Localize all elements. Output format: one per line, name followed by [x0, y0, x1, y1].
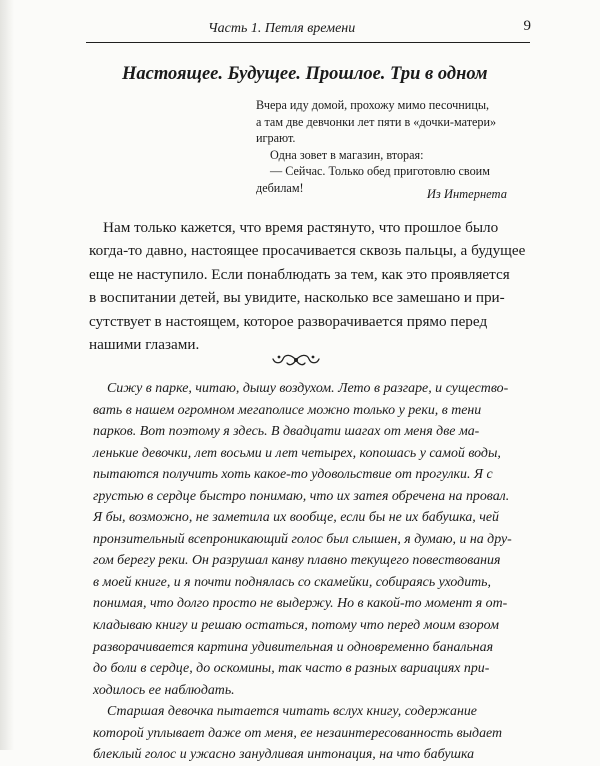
story-line: пытаются получить хоть какое-то удовольствие от прогулки. Я с: [93, 467, 493, 483]
paragraph-line: в воспитании детей, вы увидите, насколько все замешано и при-: [89, 289, 505, 307]
paragraph-line: Нам только кажется, что время растянуто, что прошлое было: [103, 219, 499, 236]
paragraph-line: нашими глазами.: [89, 336, 200, 354]
floral-divider-icon: [271, 351, 321, 369]
epigraph: [256, 97, 504, 196]
story-line: которой уплывает даже от меня, ее незаинтересованность выдает: [93, 725, 503, 741]
running-header: [86, 18, 536, 40]
story-text: [93, 378, 525, 766]
story-line: понимая, что долго просто не выдержу. Но в какой-то момент я от-: [93, 596, 508, 612]
paragraph-line: когда-то давно, настоящее просачивается сквозь пальцы, а будущее: [89, 242, 526, 260]
header-rule: [86, 42, 530, 43]
story-line: гом берегу реки. Он разрушал канву плавно текущего повествования: [93, 553, 501, 569]
section-title: Настоящее. Будущее. Прошлое. Три в одном: [122, 64, 488, 84]
story-line: ленькие девочки, лет восьми и лет четырех, копошась у самой воды,: [93, 445, 501, 461]
story-line: разворачивается картина удивительная и одновременно банальная: [93, 639, 494, 655]
story-line: грустью в сердце быстро понимаю, что их затея обречена на провал.: [93, 488, 510, 504]
epigraph-line: дебилам!: [256, 180, 304, 195]
story-line: Старшая девочка пытается читать вслух книгу, содержание: [107, 704, 477, 720]
story-line: до боли в сердце, до оскомины, так часто в разных вариациях при-: [93, 661, 490, 677]
story-line: Сижу в парке, читаю, дышу воздухом. Лето в разгаре, и существо-: [107, 381, 509, 396]
story-line: парков. Вот поэтому я здесь. В двадцати шагах от меня две ма-: [93, 424, 480, 440]
story-line: кладываю книгу и решаю остаться, потому что перед моим взором: [93, 618, 499, 634]
story-line: блеклый голос и ужасно занудливая интонация, на что бабушка: [93, 747, 475, 763]
epigraph-line: Одна зовет в магазин, вторая:: [270, 147, 424, 162]
page-number: 9: [523, 18, 531, 34]
story-line: ходилось ее наблюдать.: [93, 682, 235, 698]
epigraph-line: играют.: [256, 131, 296, 145]
story-line: в моей книге, и я почти поднялась со скамейки, собираясь уходить,: [93, 574, 491, 590]
paragraph-line: еще не наступило. Если понаблюдать за тем, как это проявляется: [89, 265, 510, 283]
story-line: пронзительный всепроникающий голос был слышен, я думаю, и на дру-: [93, 531, 512, 547]
epigraph-line: Вчера иду домой, прохожу мимо песочницы,: [256, 98, 490, 112]
epigraph-line: а там две девчонки лет пяти в «дочки-матери»: [256, 114, 497, 129]
paragraph-line: сутствует в настоящем, которое разворачивается прямо перед: [89, 312, 488, 330]
body-paragraph: [89, 216, 526, 356]
story-line: вать в нашем огромном мегаполисе можно только у реки, в тени: [93, 402, 482, 418]
page-edge-shadow: [0, 0, 14, 750]
epigraph-source: Из Интернета: [426, 187, 507, 201]
running-head: Часть 1. Петля времени: [208, 21, 356, 36]
story-line: Я бы, возможно, не заметила их вообще, если бы не их бабушка, чей: [93, 510, 499, 526]
epigraph-line: — Сейчас. Только обед приготовлю своим: [270, 164, 490, 178]
